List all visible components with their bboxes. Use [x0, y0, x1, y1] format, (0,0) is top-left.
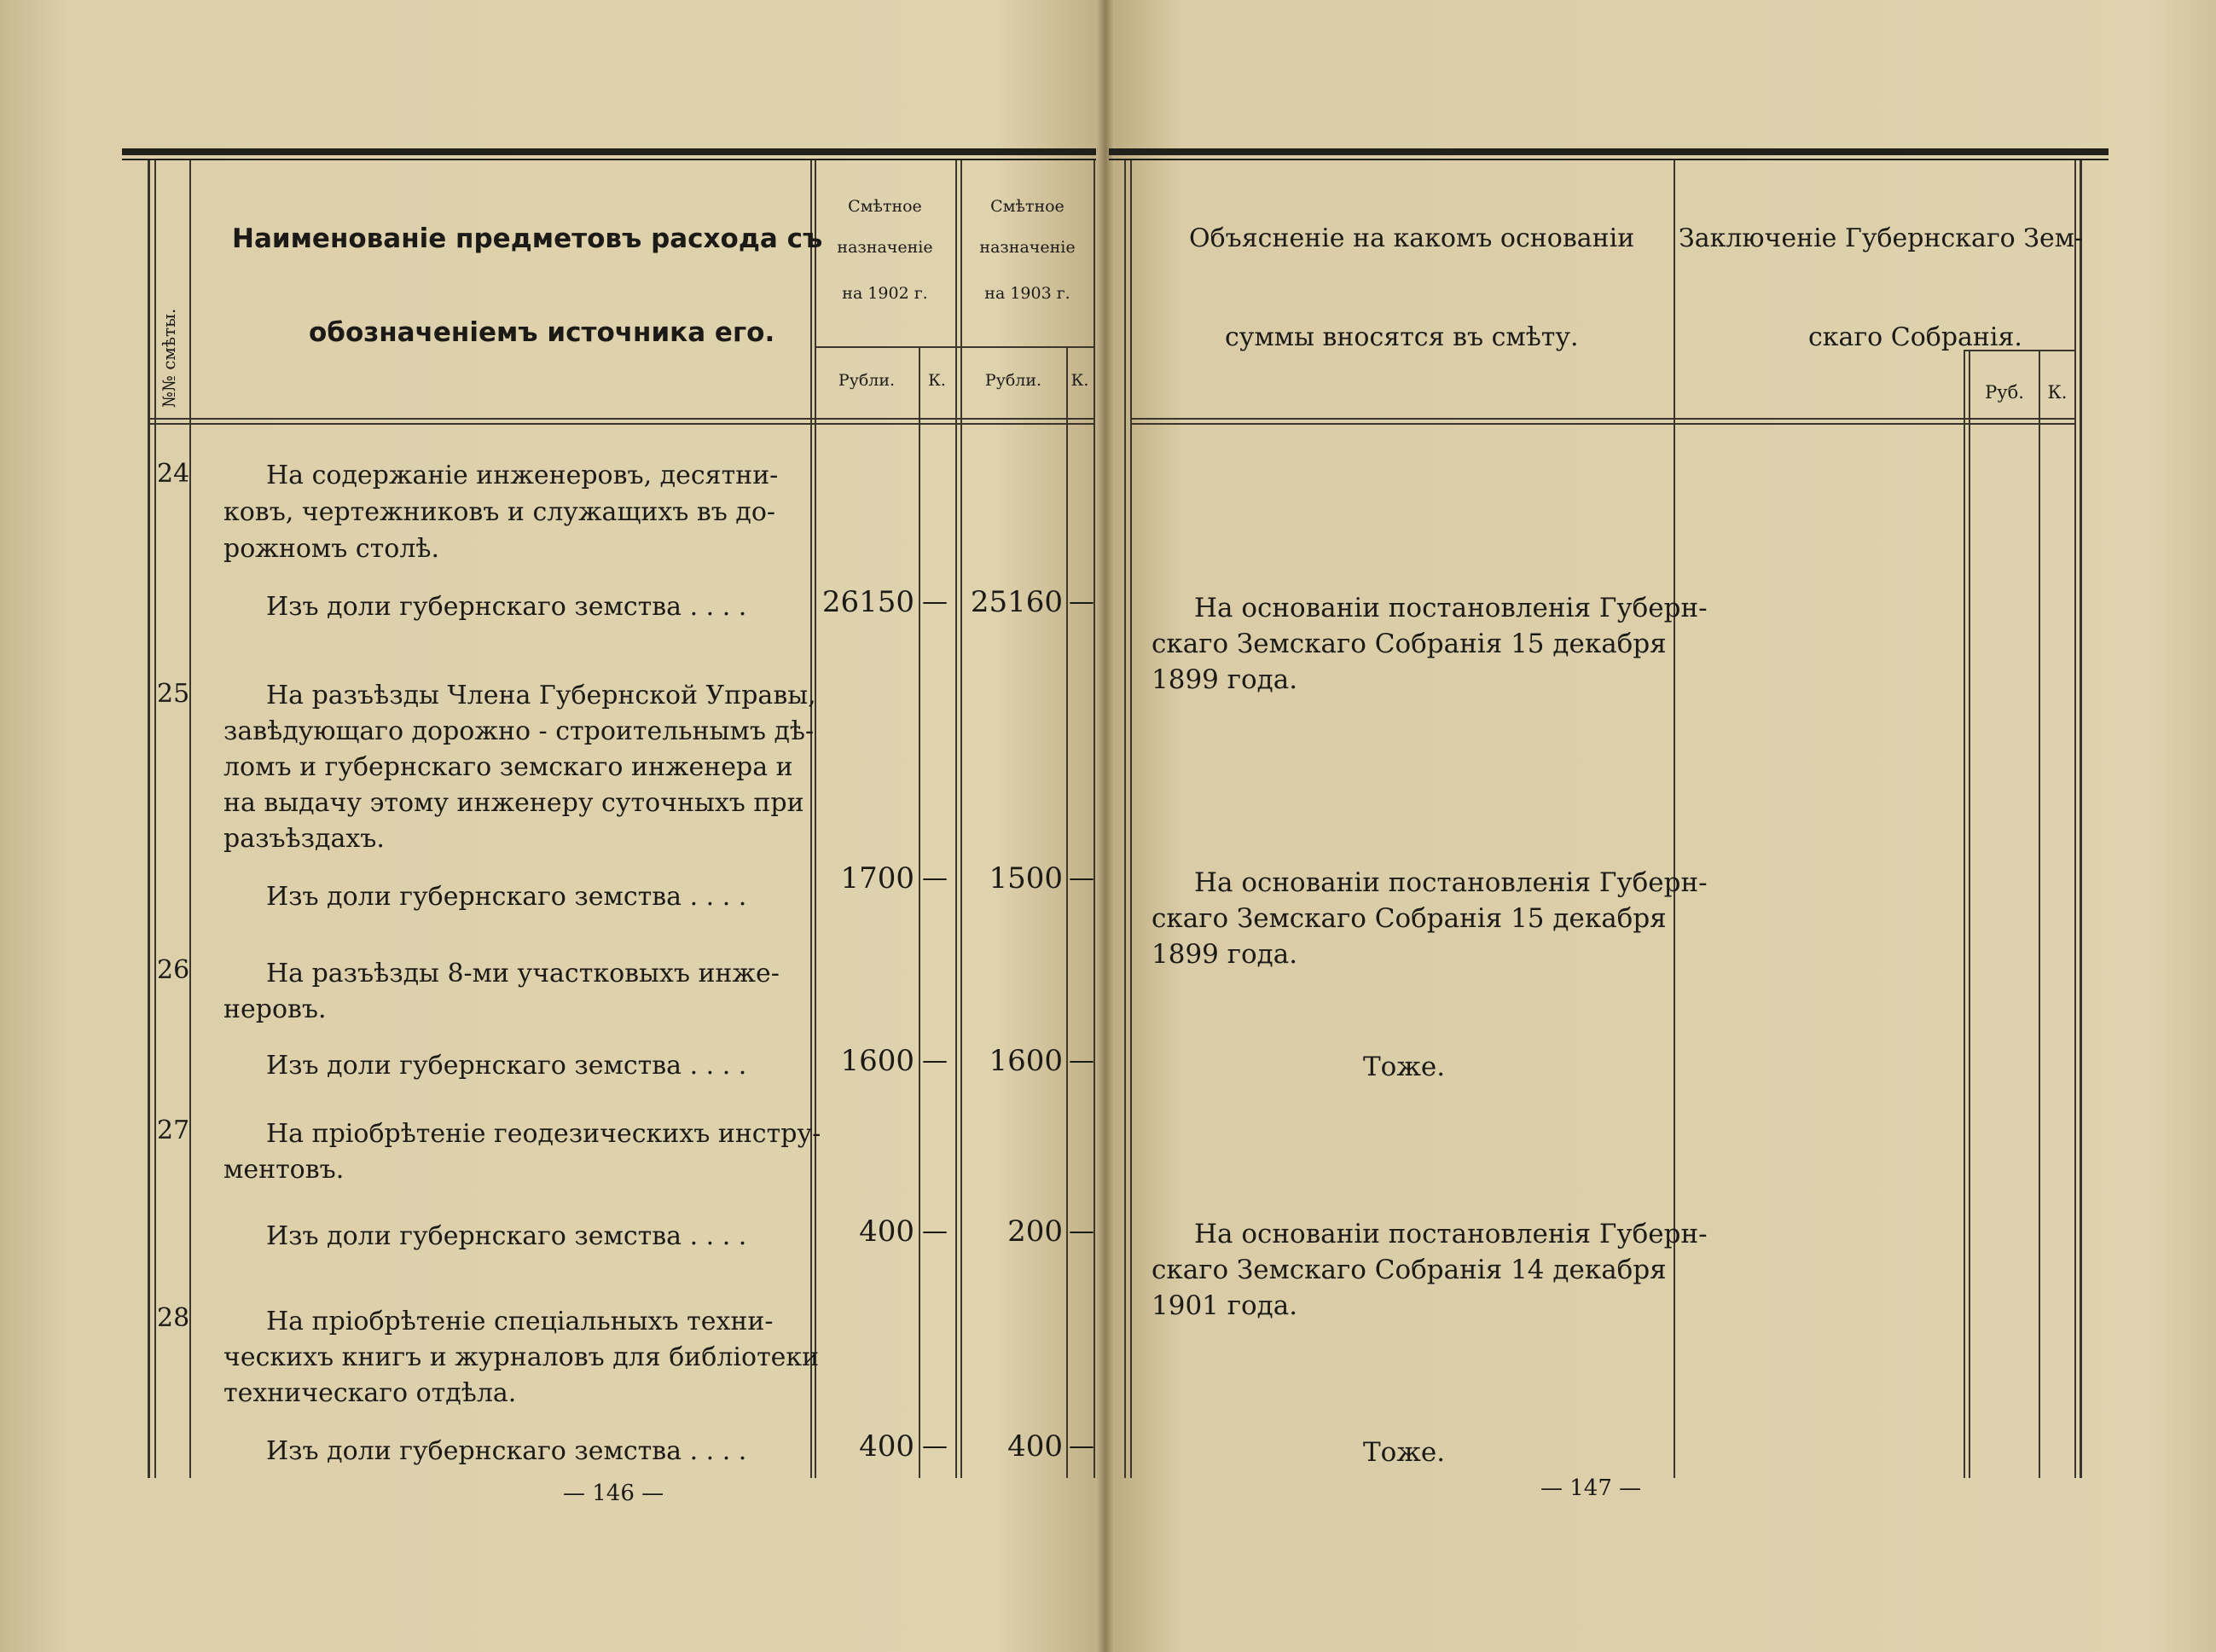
col-1902-h1: Смѣтное	[848, 197, 922, 216]
sub-kop-right: К.	[2047, 382, 2068, 403]
sep-1902-end	[955, 160, 957, 1478]
col-1902-h2: назначеніе	[837, 238, 933, 257]
row-text: техническаго отдѣла.	[223, 1378, 517, 1408]
value-1903: 1500	[989, 861, 1063, 896]
row-text: ческихъ книгъ и журналовъ для библіотеки	[223, 1342, 820, 1372]
basis-line: 1901 года.	[1152, 1290, 1298, 1321]
kop-1902: —	[922, 1046, 948, 1075]
sub-kop-1902: К.	[928, 371, 946, 390]
right-left-border	[1124, 160, 1126, 1478]
sub-rub-right: Руб.	[1985, 382, 2024, 403]
col-number-header: №№ смѣты.	[159, 308, 179, 408]
sep-kop	[2039, 350, 2040, 1478]
col-conclusion-header-line1: Заключеніе Губернскаго Зем-	[1679, 223, 2084, 253]
row-text: На содержаніе инженеровъ, десятни-	[266, 461, 779, 490]
basis-line: На основаніи постановленія Губерн-	[1194, 867, 1708, 898]
sep-rub-2	[1969, 350, 1970, 1478]
row-text: завѣдующаго дорожно - строительнымъ дѣ-	[223, 716, 815, 746]
row-source: Изъ доли губернскаго земства . . . .	[266, 1221, 747, 1251]
sep-name	[810, 160, 812, 1478]
col-name-header-line1: Наименованіе предметовъ расхода съ	[232, 223, 823, 254]
basis-line: Тоже.	[1363, 1437, 1446, 1468]
row-text: на выдачу этому инженеру суточныхъ при	[223, 788, 804, 818]
basis-line: скаго Земскаго Собранія 15 декабря	[1152, 903, 1667, 934]
header-bottom-rule	[150, 418, 1094, 420]
row-text: На пріобрѣтеніе геодезическихъ инстру-	[266, 1119, 821, 1149]
row-number: 28	[157, 1303, 190, 1333]
right-edge-1	[2074, 160, 2076, 1478]
sep-number	[189, 160, 191, 1478]
row-source: Изъ доли губернскаго земства . . . .	[266, 1436, 747, 1466]
sub-rub-1902: Рубли.	[838, 371, 896, 390]
right-top-rule	[1109, 148, 2109, 155]
right-edge-2	[2080, 160, 2082, 1478]
value-1902: 400	[859, 1214, 914, 1249]
row-text: рожномъ столѣ.	[223, 534, 440, 564]
basis-line: Тоже.	[1363, 1052, 1446, 1082]
value-1903: 25160	[970, 585, 1063, 619]
row-source: Изъ доли губернскаго земства . . . .	[266, 1051, 747, 1081]
basis-line: На основаніи постановленія Губерн-	[1194, 1219, 1708, 1249]
kop-1903: —	[1069, 587, 1094, 617]
kop-1903: —	[1069, 863, 1094, 893]
basis-line: На основаніи постановленія Губерн-	[1194, 593, 1708, 623]
value-1902: 400	[859, 1429, 914, 1464]
value-1902: 1700	[840, 861, 914, 896]
row-number: 25	[157, 679, 190, 709]
kop-1903: —	[1069, 1431, 1094, 1461]
col-1903-h2: назначеніе	[979, 238, 1076, 257]
col-1902-h3: на 1902 г.	[842, 284, 928, 303]
right-left-border-2	[1130, 160, 1132, 1478]
right-top-rule-thin	[1109, 159, 2109, 160]
page-number-left: — 146 —	[563, 1481, 664, 1506]
row-source: Изъ доли губернскаго земства . . . .	[266, 882, 747, 912]
sep-1903-kop	[1066, 346, 1068, 1478]
left-border-inner	[154, 160, 156, 1478]
sub-kop-1903: К.	[1070, 371, 1089, 390]
col-1903-h1: Смѣтное	[990, 197, 1064, 216]
sep-1902-end-2	[960, 160, 962, 1478]
row-text: ментовъ.	[223, 1155, 345, 1185]
kop-1903: —	[1069, 1216, 1094, 1246]
header-bottom-rule-2	[150, 423, 1094, 425]
left-border	[148, 160, 150, 1478]
right-header-bottom	[1132, 418, 2076, 420]
kop-1902: —	[922, 587, 948, 617]
sep-rub	[1964, 350, 1965, 1478]
kop-1902: —	[922, 1431, 948, 1461]
value-1902: 26150	[821, 585, 914, 619]
basis-line: 1899 года.	[1152, 664, 1298, 695]
left-top-rule	[122, 148, 1096, 155]
row-text: На разъѣзды 8-ми участковыхъ инже-	[266, 959, 780, 988]
col-basis-header-line2: суммы вносятся въ смѣту.	[1225, 322, 1579, 352]
value-1903: 1600	[989, 1044, 1063, 1078]
value-1902: 1600	[840, 1044, 914, 1078]
basis-line: скаго Земскаго Собранія 14 декабря	[1152, 1255, 1667, 1285]
row-text: На разъѣзды Члена Губернской Управы,	[266, 681, 816, 710]
row-text: разъѣздахъ.	[223, 824, 385, 854]
sep-basis	[1674, 160, 1675, 1478]
row-number: 26	[157, 955, 190, 985]
kop-1903: —	[1069, 1046, 1094, 1075]
col-1903-h3: на 1903 г.	[984, 284, 1070, 303]
col-basis-header-line1: Объясненіе на какомъ основаніи	[1189, 223, 1635, 253]
row-number: 24	[157, 459, 190, 489]
kop-1902: —	[922, 1216, 948, 1246]
row-text: На пріобрѣтеніе спеціальныхъ техни-	[266, 1307, 774, 1336]
basis-line: 1899 года.	[1152, 939, 1298, 970]
value-1903: 400	[1007, 1429, 1063, 1464]
col-name-header-line2: обозначеніемъ источника его.	[309, 317, 775, 348]
value-1903: 200	[1007, 1214, 1063, 1249]
row-number: 27	[157, 1116, 190, 1145]
sep-name-2	[815, 160, 816, 1478]
right-header-bottom-2	[1132, 423, 2076, 425]
left-top-rule-thin	[122, 159, 1096, 160]
sub-rub-1903: Рубли.	[984, 371, 1042, 390]
row-text: ломъ и губернскаго земскаго инженера и	[223, 752, 793, 782]
kop-1902: —	[922, 863, 948, 893]
basis-line: скаго Земскаго Собранія 15 декабря	[1152, 629, 1667, 659]
page-number-right: — 147 —	[1540, 1475, 1642, 1501]
book-spine	[1096, 0, 1115, 1652]
row-source: Изъ доли губернскаго земства . . . .	[266, 592, 747, 622]
sep-1902-kop	[919, 346, 920, 1478]
row-text: неровъ.	[223, 994, 327, 1024]
header-sub-rule	[815, 346, 1094, 348]
row-text: ковъ, чертежниковъ и служащихъ въ до-	[223, 497, 776, 527]
right-edge	[1093, 160, 1095, 1478]
col-conclusion-header-line2: скаго Собранія.	[1808, 322, 2022, 352]
